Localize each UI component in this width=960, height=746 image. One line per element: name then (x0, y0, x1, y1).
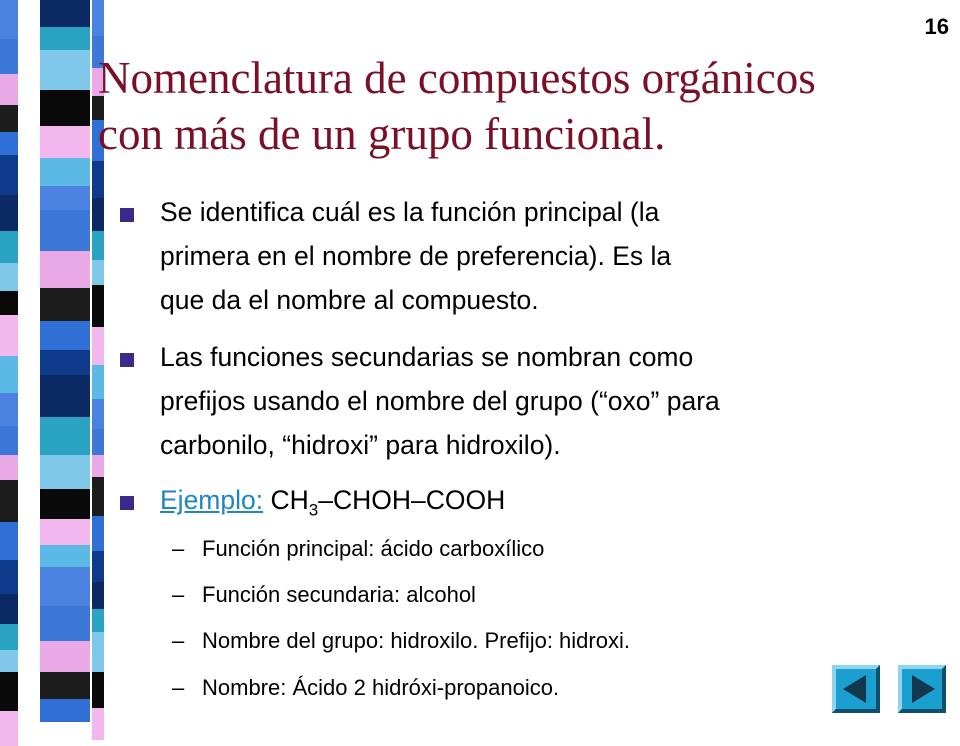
sidebar-stripe (0, 105, 18, 132)
next-slide-button[interactable] (898, 665, 946, 713)
formula-subscript: 3 (308, 500, 319, 520)
bullet-line: prefijos usando el nombre del grupo (“oxo” para (160, 386, 720, 416)
sidebar-stripe (0, 74, 18, 105)
sidebar-stripe (0, 650, 18, 672)
arrow-right-icon (898, 665, 946, 713)
bullet-marker (120, 353, 134, 367)
sidebar-stripe (40, 210, 90, 251)
bullet-marker (120, 208, 134, 222)
sidebar-stripe (0, 522, 18, 560)
sidebar-stripe (40, 186, 90, 210)
sidebar-stripe (0, 672, 18, 711)
sidebar-stripe (92, 161, 104, 198)
sub-bullet-dash: – (172, 582, 185, 607)
sidebar-stripe (40, 641, 90, 672)
sidebar-stripe (92, 609, 104, 632)
sub-bullet-text: Función secundaria: alcohol (202, 582, 476, 607)
example-link[interactable]: Ejemplo: (160, 485, 264, 515)
sidebar-stripe (40, 0, 90, 27)
sidebar-stripe (0, 0, 18, 39)
sidebar-stripe (40, 375, 90, 417)
previous-slide-button[interactable] (832, 665, 880, 713)
sidebar-stripe (92, 708, 104, 740)
formula-prefix: CH (270, 485, 309, 515)
sidebar-stripe (92, 632, 104, 672)
sidebar-stripe (0, 480, 18, 522)
sidebar-stripe (92, 0, 104, 36)
bullet-line: primera en el nombre de preferencia). Es la (160, 241, 672, 271)
sidebar-stripe (0, 711, 18, 746)
bullet-line: Se identifica cuál es la función principal (la (160, 197, 660, 227)
sidebar-stripe (0, 291, 18, 315)
bullet-marker (120, 496, 134, 510)
bullet-line: que da el nombre al compuesto. (160, 285, 539, 315)
sidebar-stripe (92, 231, 104, 260)
example-line (160, 478, 505, 522)
bullet-line: carbonilo, “hidroxi” para hidroxilo). (160, 430, 561, 460)
sidebar-stripe (0, 594, 18, 624)
sidebar-stripe (0, 155, 18, 195)
sidebar-stripe (0, 426, 18, 455)
slide-title (98, 50, 958, 162)
sidebar-stripe (92, 285, 104, 327)
sidebar-stripe (40, 606, 90, 641)
sidebar-stripe (40, 489, 90, 519)
bullet-line: Las funciones secundarias se nombran como (160, 342, 694, 372)
sidebar-stripe (92, 260, 104, 285)
example-text (160, 478, 505, 522)
sub-bullet-dash: – (172, 536, 185, 561)
sidebar-stripe (0, 231, 18, 263)
sidebar-stripe (40, 27, 90, 50)
sidebar-stripe (92, 455, 104, 477)
sub-bullet (172, 580, 476, 610)
sidebar-stripe (40, 350, 90, 375)
sidebar-stripe (40, 699, 90, 722)
sidebar-stripe-column (0, 0, 18, 720)
sidebar-stripe (92, 516, 104, 551)
sub-bullet (172, 534, 544, 564)
sidebar-stripe (0, 560, 18, 594)
sidebar-stripe (0, 39, 18, 74)
sidebar-stripe (92, 327, 104, 365)
sub-bullet-dash: – (172, 675, 185, 700)
sub-bullet-text: Nombre del grupo: hidroxilo. Prefijo: hidroxi. (202, 628, 630, 653)
sidebar-stripe (0, 263, 18, 291)
slide-title-line-2: con más de un grupo funcional. (98, 109, 666, 159)
sidebar-stripe (40, 545, 90, 567)
sub-bullet-text: Nombre: Ácido 2 hidróxi-propanoico. (202, 675, 560, 700)
sidebar-stripe (0, 356, 18, 393)
slide-title-line-1: Nomenclatura de compuestos orgánicos (98, 53, 816, 103)
formula-suffix: –CHOH–COOH (318, 485, 506, 515)
sidebar-stripe (40, 158, 90, 186)
sub-bullet-text: Función principal: ácido carboxílico (202, 536, 545, 561)
sidebar-stripe (92, 582, 104, 609)
sidebar-stripe (92, 198, 104, 231)
bullet-text (160, 190, 671, 322)
sidebar-stripe (40, 321, 90, 350)
sidebar-stripe (40, 455, 90, 489)
sidebar-stripe (92, 672, 104, 708)
sidebar-stripe (40, 567, 90, 606)
sidebar-stripe (40, 251, 90, 288)
sub-bullet (172, 673, 559, 703)
sidebar-stripe-column (40, 0, 90, 720)
sidebar-stripe (40, 126, 90, 158)
sidebar-stripe (40, 519, 90, 545)
sidebar-stripe (40, 288, 90, 321)
sidebar-stripe (92, 551, 104, 582)
sidebar-stripe (92, 429, 104, 455)
sidebar-stripe (40, 90, 90, 126)
example-formula (270, 485, 506, 520)
sidebar-stripe (40, 50, 90, 90)
sub-bullet-dash: – (172, 628, 185, 653)
sidebar-stripe (0, 195, 18, 231)
arrow-left-icon (832, 665, 880, 713)
sidebar-stripe (40, 417, 90, 455)
bullet-text (160, 335, 720, 467)
slide-number: 16 (924, 14, 949, 39)
sidebar-stripe (0, 624, 18, 650)
sidebar-stripe (0, 455, 18, 480)
decorative-sidebar (0, 0, 110, 720)
sidebar-stripe (0, 393, 18, 426)
sidebar-stripe (0, 132, 18, 155)
sub-bullet (172, 626, 630, 656)
sidebar-stripe (92, 477, 104, 516)
sidebar-stripe (92, 399, 104, 429)
sidebar-stripe (40, 672, 90, 699)
sidebar-stripe (0, 315, 18, 356)
sidebar-stripe (92, 365, 104, 399)
